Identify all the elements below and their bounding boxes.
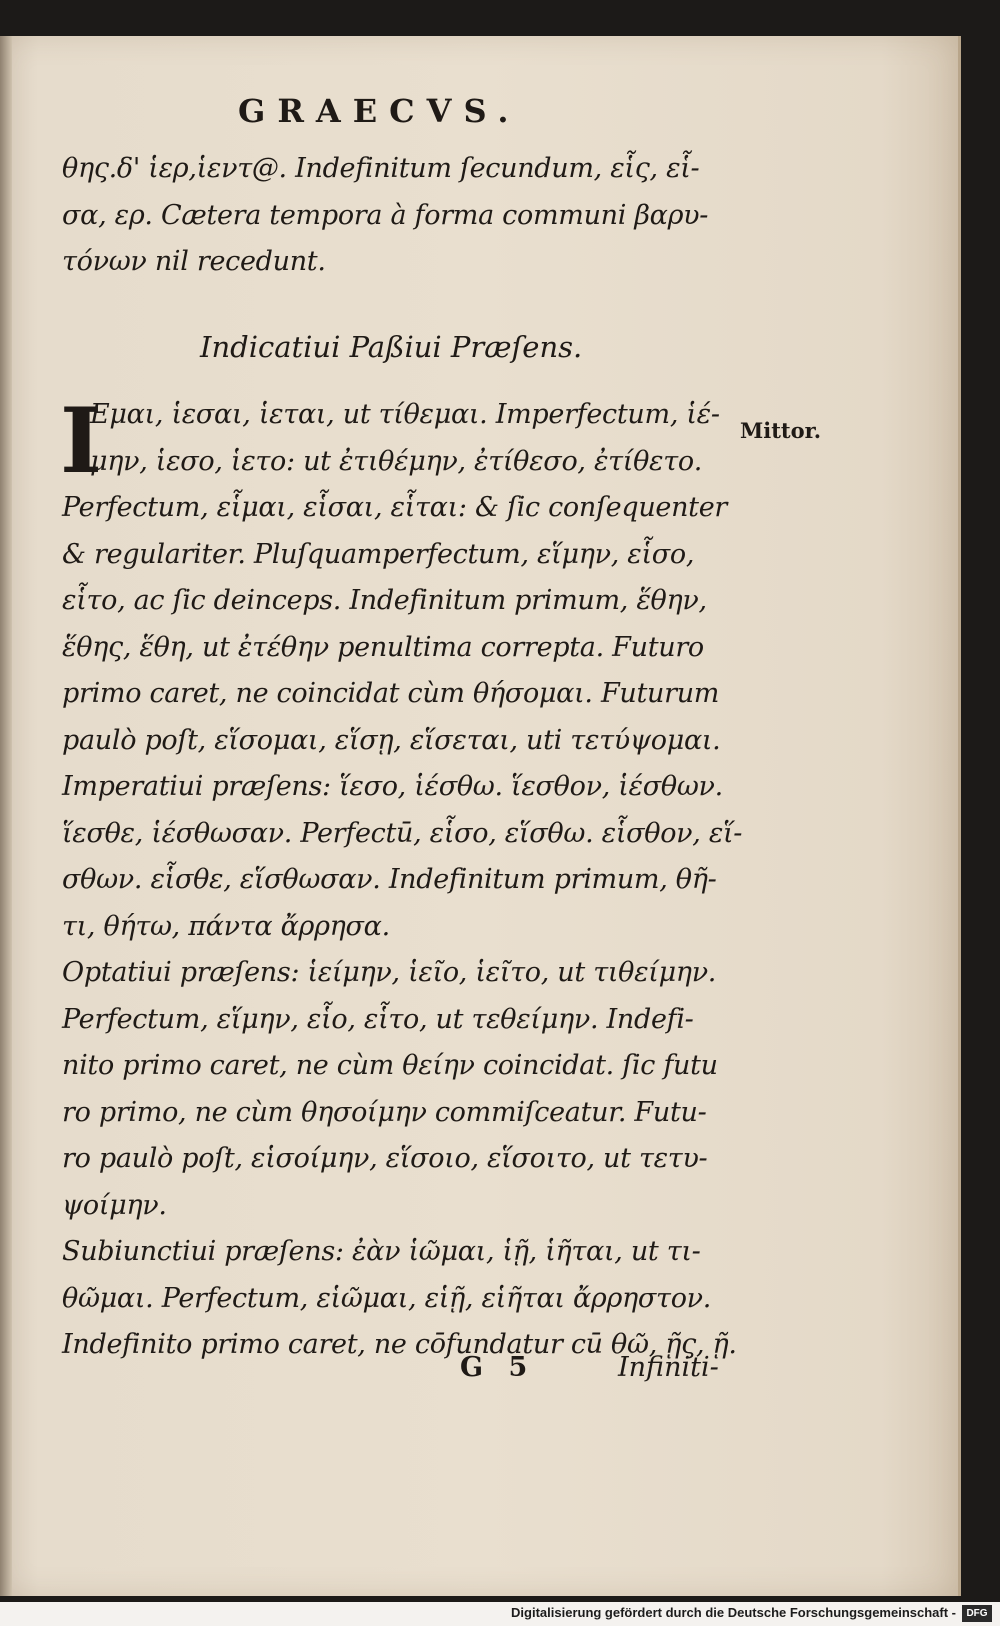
text-line: σθων. εἷσθε, εἵσθωσαν. Indefinitum primum, θῆ- xyxy=(62,864,717,895)
text-line: ἵεσθε, ἱέσθωσαν. Perfectū, εἷσο, εἵσθω. εἷσθον, εἵ- xyxy=(62,817,743,849)
text-line: τόνων nil recedunt. xyxy=(62,246,326,277)
text-line: μην, ἱεσο, ἱετο: ut ἐτιθέμην, ἐτίθεσο, ἐτίθετο. xyxy=(90,445,703,477)
text-line: nito primo caret, ne cùm θείην coincidat. ſic futu xyxy=(62,1050,718,1081)
text-line: θῶμαι. Perfectum, εἱῶμαι, εἱῇ, εἱῆται ἄρρηστον. xyxy=(62,1282,712,1314)
text-line: Eμαι, ἱεσαι, ἱεται, ut τίθεμαι. Imperfectum, ἱέ- xyxy=(90,399,720,430)
footer-credit: Digitalisierung gefördert durch die Deutsche Forschungsgemeinschaft - xyxy=(511,1605,956,1620)
text-line: ro primo, ne cùm θησοίμην commiſceatur. Futu- xyxy=(62,1096,707,1128)
text-line: ro paulò poſt, εἱσοίμην, εἵσοιο, εἵσοιτο, ut τετυ- xyxy=(62,1143,708,1174)
section-heading: Indicatiui Paßiui Præſens. xyxy=(200,330,583,364)
dfg-logo: DFG xyxy=(962,1605,992,1622)
text-line: τι, θήτω, πάντα ἄρρησα. xyxy=(62,910,390,942)
text-line: Perfectum, εἵμην, εἷο, εἷτο, ut τεθείμην. Indefi- xyxy=(62,1003,694,1035)
text-line: paulò poſt, εἵσομαι, εἵσῃ, εἵσεται, uti τετύψομαι. xyxy=(62,724,721,756)
signature-mark: G 5 xyxy=(460,1352,536,1383)
text-line: & regulariter. Pluſquamperfectum, εἵμην, εἷσο, xyxy=(62,538,695,570)
text-line: ψοίμην. xyxy=(62,1189,167,1221)
text-line: Imperatiui præſens: ἵεσο, ἱέσθω. ἵεσθον, ἱέσθων. xyxy=(62,771,723,802)
passive-paragraph xyxy=(60,388,743,1369)
opening-paragraph xyxy=(62,146,708,286)
running-head: GRAECVS. xyxy=(238,92,521,130)
drop-cap-initial: I xyxy=(60,388,103,494)
text-line: ἕθης, ἕθη, ut ἐτέθην penultima correpta. Futuro xyxy=(62,631,704,663)
text-line: εἷτο, ac ſic deinceps. Indefinitum primum, ἕθην, xyxy=(62,585,707,616)
text-line: θης.δ' ἱερ,ἱεντ@. Indefinitum ſecundum, εἷς, εἷ- xyxy=(62,153,700,184)
digitization-footer xyxy=(0,1602,1000,1626)
text-line: primo caret, ne coincidat cùm θήσομαι. Futurum xyxy=(62,678,720,709)
catchword: Infiniti- xyxy=(618,1352,719,1383)
text-line: σα, ερ. Cætera tempora à forma communi βαρυ- xyxy=(62,199,709,231)
text-line: Indefinito primo caret, ne cōfundatur cū θῶ, ῇς, ῇ. xyxy=(62,1329,737,1360)
text-line: Perfectum, εἷμαι, εἷσαι, εἷται: & ſic conſequenter xyxy=(62,492,728,523)
margin-note: Mittor. xyxy=(740,418,822,443)
text-line: Optatiui præſens: ἱείμην, ἱεῖο, ἱεῖτο, ut τιθείμην. xyxy=(62,957,717,988)
text-line: Subiunctiui præſens: ἐὰν ἱῶμαι, ἱῇ, ἱῆται, ut τι- xyxy=(62,1236,701,1267)
binding-edge xyxy=(0,36,12,1596)
